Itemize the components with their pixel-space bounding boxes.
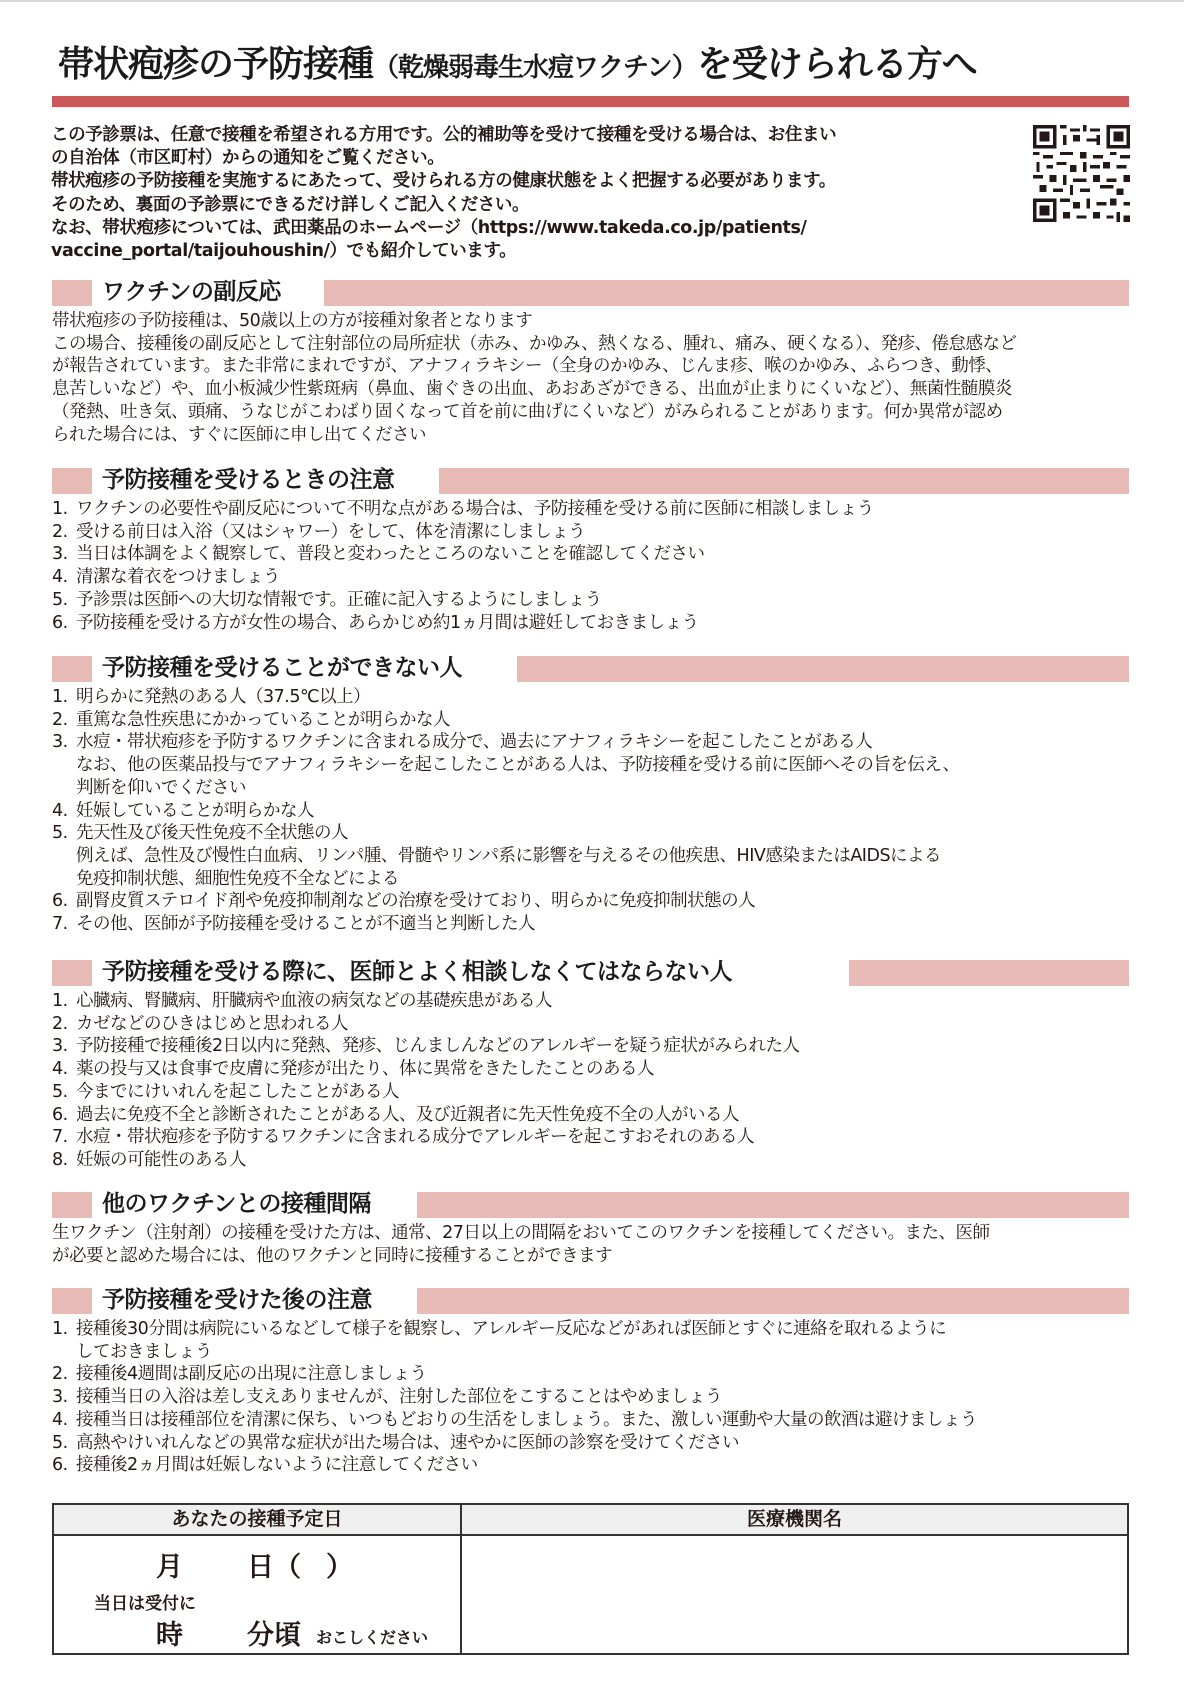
intro-line: そのため、裏面の予診票にできるだけ詳しくご記入ください。: [51, 194, 530, 215]
body-line: が必要と認めた場合には、他のワクチンと同時に接種することができます: [52, 1245, 613, 1266]
section-after-vaccination: [52, 1288, 1129, 1477]
list-item: [52, 822, 1129, 890]
list-item: [52, 800, 1129, 823]
column-divider: [460, 1505, 462, 1653]
list-item: [52, 1454, 1129, 1477]
item-text: その他、医師が予防接種を受けることが不適当と判断した人: [76, 914, 535, 935]
item-text-continued: なお、他の医薬品投与でアナフィラキシーを起こしたことがある人は、予防接種を受ける前に医師へその旨を伝え、: [76, 755, 960, 776]
item-text: 受ける前日は入浴（又はシャワー）をして、体を清潔にしましょう: [76, 521, 586, 542]
heading-band-right: [849, 960, 1129, 986]
item-text: 高熱やけいれんなどの異常な症状が出た場合は、速やかに医師の診察を受けてください: [76, 1432, 739, 1453]
section-consult-doctor: [52, 960, 1129, 1172]
item-number: 2.: [52, 1364, 68, 1385]
heading-band-left: [52, 468, 92, 494]
list-item: [52, 1432, 1129, 1455]
appointment-table: [52, 1503, 1129, 1655]
day-label: 日（: [247, 1552, 301, 1583]
title-vaccine-type: （乾燥弱毒生水痘ワクチン）: [373, 53, 697, 83]
section-side-effects: [52, 280, 1129, 446]
section-heading-bar: [52, 656, 1129, 682]
section-vaccine-interval: [52, 1192, 1129, 1267]
section-heading-bar: [52, 468, 1129, 494]
item-text-continued: しておきましょう: [76, 1341, 212, 1362]
item-number: 6.: [52, 1104, 68, 1125]
item-text: 接種後2ヵ月間は妊娠しないように注意してください: [76, 1455, 478, 1476]
reception-note: 当日は受付に: [94, 1594, 196, 1614]
body-line: 生ワクチン（注射剤）の接種を受けた方は、通常、27日以上の間隔をおいてこのワクチンを接種してください。また、医師: [52, 1223, 990, 1243]
section-heading-bar: [52, 280, 1129, 306]
section-heading: 他のワクチンとの接種間隔: [102, 1188, 379, 1220]
item-number: 3.: [52, 544, 68, 565]
item-number: 4.: [52, 800, 68, 821]
item-text: 先天性及び後天性免疫不全状態の人: [76, 823, 348, 844]
section-heading-bar: [52, 1288, 1129, 1314]
intro-line-with-url[interactable]: なお、帯状疱疹については、武田薬品のホームページ（https://www.takeda.co.jp/patients/: [51, 217, 807, 238]
list-item: [52, 1386, 1129, 1409]
body-line: この場合、接種後の副反応として注射部位の局所症状（赤み、かゆみ、熱くなる、腫れ、痛み、硬くなる）、発疹、倦怠感など: [52, 333, 1017, 354]
item-text: 心臓病、腎臓病、肝臓病や血液の病気などの基礎疾患がある人: [76, 991, 552, 1011]
page-title: [58, 40, 1138, 93]
item-text: 予防接種を受ける方が女性の場合、あらかじめ約1ヵ月間は避妊しておきましょう: [76, 612, 699, 633]
item-text: カゼなどのひきはじめと思われる人: [76, 1013, 348, 1034]
item-text: 明らかに発熱のある人（37.5℃以上）: [76, 687, 371, 707]
title-main-1: 帯状疱疹の予防接種: [58, 44, 374, 85]
item-number: 5.: [52, 823, 68, 844]
page-top-border: [0, 0, 1184, 2]
item-number: 7.: [52, 914, 68, 935]
item-number: 8.: [52, 1149, 68, 1170]
section-heading: 予防接種を受けることができない人: [102, 652, 470, 684]
month-label: 月: [156, 1552, 183, 1583]
heading-band-left: [52, 280, 92, 306]
heading-band-right: [417, 1192, 1129, 1218]
hour-label: 時: [156, 1620, 183, 1651]
list-item: [52, 612, 1129, 635]
section-heading-bar: [52, 960, 1129, 986]
section-heading: ワクチンの副反応: [102, 276, 289, 308]
intro-line: この予診票は、任意で接種を希望される方用です。公的補助等を受けて接種を受ける場合は、お住まい: [51, 125, 837, 145]
item-number: 1.: [52, 687, 68, 707]
item-number: 5.: [52, 1081, 68, 1102]
minute-label: 分頃: [247, 1620, 301, 1651]
qr-code-icon[interactable]: [1033, 125, 1130, 222]
item-text: 接種後4週間は副反応の出現に注意しましょう: [76, 1364, 427, 1385]
section-heading: 予防接種を受けるときの注意: [102, 464, 403, 496]
body-line: が報告されています。また非常にまれですが、アナフィラキシー（全身のかゆみ、じんま疹、喉のかゆみ、ふらつき、動悸、: [52, 356, 1003, 377]
list-item: [52, 1104, 1129, 1127]
list-item: [52, 990, 1129, 1013]
item-text: 水痘・帯状疱疹を予防するワクチンに含まれる成分でアレルギーを起こすおそれのある人: [76, 1127, 754, 1148]
heading-band-right: [417, 1288, 1129, 1314]
intro-line-with-url[interactable]: vaccine_portal/taijouhoushin/）でも紹介しています。: [51, 241, 517, 262]
item-text: 妊娠の可能性のある人: [76, 1149, 246, 1170]
list-item: [52, 1409, 1129, 1432]
item-text: 接種当日は接種部位を清潔に保ち、いつもどおりの生活をしましょう。また、激しい運動や大量の飲酒は避けましょう: [76, 1409, 977, 1430]
item-text: 予防接種で接種後2日以内に発熱、発疹、じんましんなどのアレルギーを疑う症状がみられた人: [76, 1036, 800, 1057]
item-text-continued: 判断を仰いでください: [76, 777, 246, 798]
list-item: [52, 731, 1129, 799]
item-number: 6.: [52, 1455, 68, 1476]
body-line: 帯状疱疹の予防接種は、50歳以上の方が接種対象者となります: [52, 311, 533, 331]
numbered-list: [52, 1318, 1129, 1477]
section-precautions-before: [52, 468, 1129, 634]
header-appointment-date: あなたの接種予定日: [171, 1508, 343, 1530]
list-item: [52, 709, 1129, 732]
numbered-list: [52, 686, 1129, 936]
heading-band-right: [517, 656, 1129, 682]
list-item: [52, 1363, 1129, 1386]
list-item: [52, 913, 1129, 936]
heading-band-left: [52, 1288, 92, 1314]
item-text: 水痘・帯状疱疹を予防するワクチンに含まれる成分で、過去にアナフィラキシーを起こしたことがある人: [76, 732, 873, 753]
body-line: （発熱、吐き気、頭痛、うなじがこわばり固くなって首を前に曲げにくいなど）がみられることがあります。何か異常が認め: [52, 401, 1003, 422]
item-number: 2.: [52, 709, 68, 730]
item-number: 2.: [52, 521, 68, 542]
list-item: [52, 1126, 1129, 1149]
item-text: 薬の投与又は食事で皮膚に発疹が出たり、体に異常をきたしたことのある人: [76, 1059, 654, 1080]
item-number: 4.: [52, 567, 68, 588]
section-body: [52, 1222, 1129, 1267]
heading-band-right: [324, 280, 1129, 306]
item-number: 5.: [52, 1432, 68, 1453]
heading-band-left: [52, 1192, 92, 1218]
item-text: 過去に免疫不全と診断されたことがある人、及び近親者に先天性免疫不全の人がいる人: [76, 1104, 739, 1125]
list-item: [52, 1058, 1129, 1081]
item-number: 4.: [52, 1409, 68, 1430]
intro-line: 帯状疱疹の予防接種を実施するにあたって、受けられる方の健康状態をよく把握する必要があります。: [51, 171, 836, 192]
item-text: 今までにけいれんを起こしたことがある人: [76, 1081, 399, 1102]
item-number: 2.: [52, 1013, 68, 1034]
intro-paragraph: [51, 124, 1011, 263]
item-text: 清潔な着衣をつけましょう: [76, 567, 280, 588]
item-text: ワクチンの必要性や副反応について不明な点がある場合は、予防接種を受ける前に医師に相談しましょう: [76, 499, 874, 519]
item-number: 4.: [52, 1059, 68, 1080]
item-number: 1.: [52, 991, 68, 1011]
header-clinic-name: 医療機関名: [746, 1508, 842, 1530]
item-text: 妊娠していることが明らかな人: [76, 800, 314, 821]
item-text: 重篤な急性疾患にかかっていることが明らかな人: [76, 709, 450, 730]
section-body: [52, 310, 1129, 446]
item-text-continued: 例えば、急性及び慢性白血病、リンパ腫、骨髄やリンパ系に影響を与えるその他疾患、HIV感染またはAIDSによる: [76, 845, 942, 866]
item-number: 3.: [52, 1387, 68, 1408]
item-number: 6.: [52, 891, 68, 912]
list-item: [52, 1035, 1129, 1058]
item-number: 6.: [52, 612, 68, 633]
title-underline-bar: [52, 96, 1129, 107]
item-number: 3.: [52, 1036, 68, 1057]
item-text: 接種当日の入浴は差し支えありませんが、注射した部位をこすることはやめましょう: [76, 1387, 722, 1408]
item-number: 1.: [52, 499, 68, 519]
heading-band-right: [439, 468, 1129, 494]
numbered-list: [52, 498, 1129, 634]
section-heading-bar: [52, 1192, 1129, 1218]
item-text: 予診票は医師への大切な情報です。正確に記入するようにしましょう: [76, 589, 602, 610]
list-item: [52, 589, 1129, 612]
item-text-continued: 免疫抑制状態、細胞性免疫不全などによる: [76, 868, 399, 889]
list-item: [52, 498, 1129, 521]
list-item: [52, 1013, 1129, 1036]
numbered-list: [52, 990, 1129, 1172]
title-main-2: を受けられる方へ: [696, 44, 977, 85]
intro-line: の自治体（市区町村）からの通知をご覧ください。: [51, 148, 445, 169]
item-number: 7.: [52, 1127, 68, 1148]
list-item: [52, 686, 1129, 709]
section-ineligible-persons: [52, 656, 1129, 936]
list-item: [52, 543, 1129, 566]
heading-band-left: [52, 656, 92, 682]
body-line: 息苦しいなど）や、血小板減少性紫斑病（鼻血、歯ぐきの出血、あおあざができる、出血が止まりにくいなど）、無菌性髄膜炎: [52, 379, 1012, 400]
item-text: 当日は体調をよく観察して、普段と変わったところのないことを確認してください: [76, 544, 705, 565]
list-item: [52, 1081, 1129, 1104]
section-heading: 予防接種を受ける際に、医師とよく相談しなくてはならない人: [102, 956, 740, 988]
item-text: 接種後30分間は病院にいるなどして様子を観察し、アレルギー反応などがあれば医師とすぐに連絡を取れるように: [76, 1319, 947, 1339]
weekday-close-paren: ）: [326, 1552, 353, 1583]
item-number: 5.: [52, 589, 68, 610]
body-line: られた場合には、すぐに医師に申し出てください: [52, 424, 426, 445]
list-item: [52, 890, 1129, 913]
section-heading: 予防接種を受けた後の注意: [102, 1284, 380, 1316]
item-number: 3.: [52, 732, 68, 753]
list-item: [52, 1149, 1129, 1172]
list-item: [52, 1318, 1129, 1363]
list-item: [52, 566, 1129, 589]
come-note: おこしください: [316, 1628, 429, 1647]
item-text: 副腎皮質ステロイド剤や免疫抑制剤などの治療を受けており、明らかに免疫抑制状態の人: [76, 891, 756, 912]
heading-band-left: [52, 960, 92, 986]
item-number: 1.: [52, 1319, 68, 1339]
clinic-name-field[interactable]: [464, 1538, 1125, 1651]
list-item: [52, 521, 1129, 544]
